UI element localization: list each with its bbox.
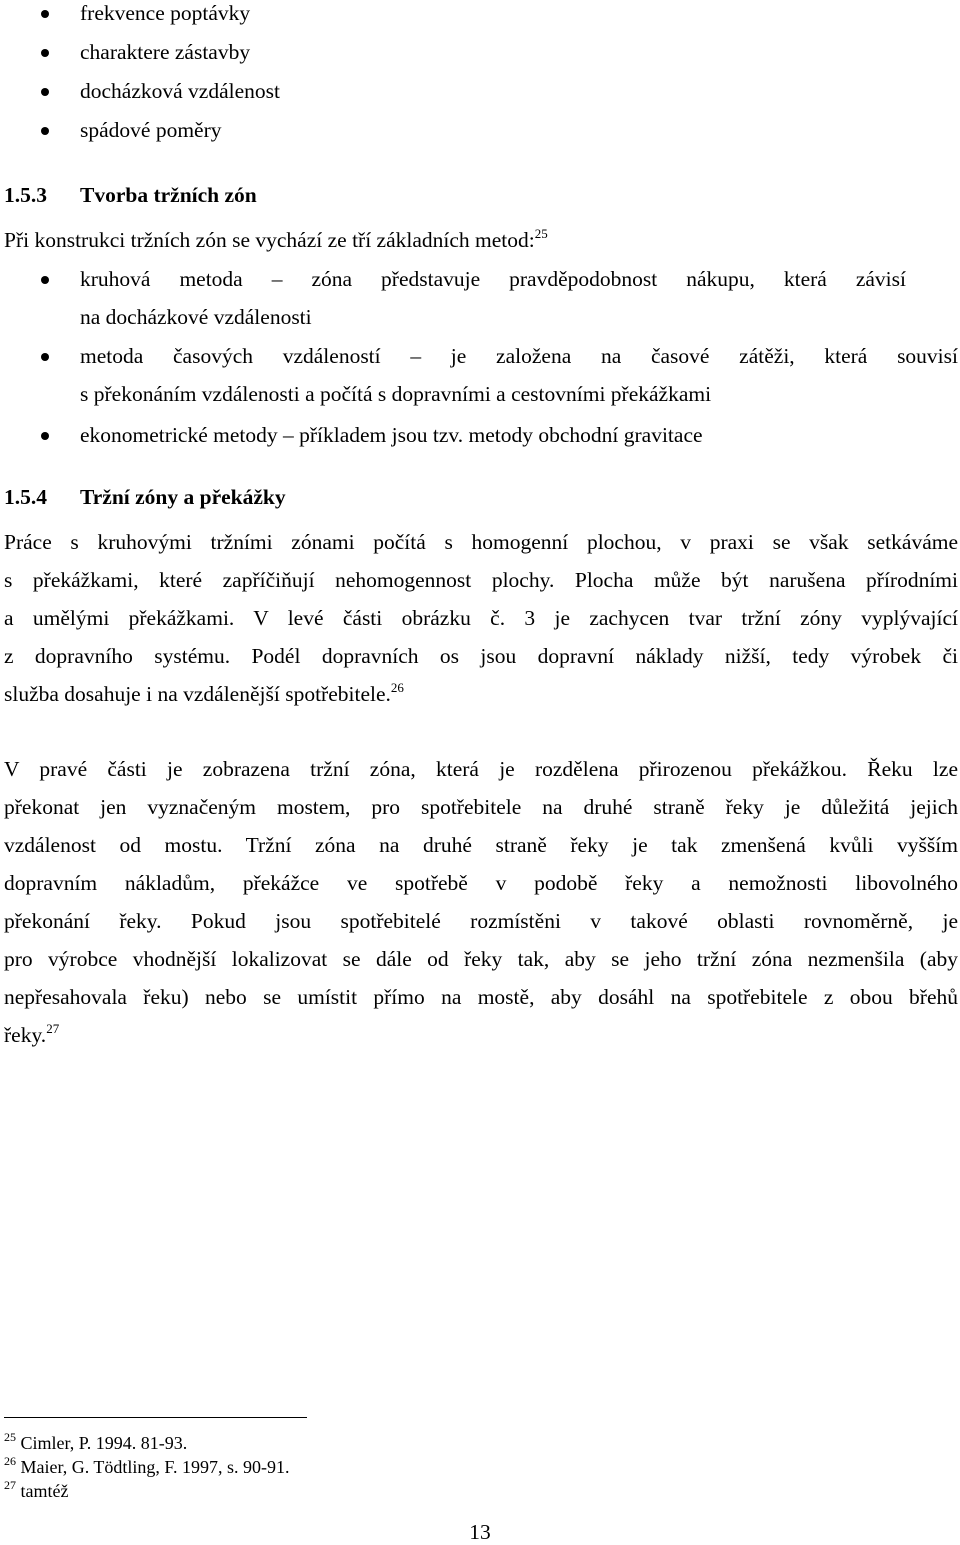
list-item-continuation: s překonáním vzdálenosti a počítá s dopravními a cestovními překážkami bbox=[80, 382, 712, 406]
paragraph-line: z dopravního systému. Podél dopravních os jsou dopravní náklady nižší, tedy výrobek či bbox=[4, 644, 958, 668]
footnote-number: 27 bbox=[4, 1478, 16, 1492]
section-number: 1.5.4 bbox=[4, 485, 47, 509]
list-item: frekvence poptávky bbox=[80, 1, 251, 25]
bullet-icon bbox=[41, 127, 49, 135]
bullet-icon bbox=[41, 49, 49, 57]
list-item: ekonometrické metody – příkladem jsou tzv. metody obchodní gravitace bbox=[80, 423, 703, 447]
paragraph-line: s překážkami, které zapříčiňují nehomogennost plochy. Plocha může být narušena přírodními bbox=[4, 568, 958, 592]
footnote-text: Maier, G. Tödtling, F. 1997, s. 90-91. bbox=[20, 1457, 290, 1477]
section-heading: Tržní zóny a překážky bbox=[80, 485, 286, 509]
paragraph-line: pro výrobce vhodnější lokalizovat se dále od řeky tak, aby se jeho tržní zóna nezmenšila (aby bbox=[4, 947, 958, 971]
paragraph-line: překonání řeky. Pokud jsou spotřebitelé rozmístěni v takové oblasti rovnoměrně, je bbox=[4, 909, 958, 933]
paragraph-line: nepřesahovala řeku) nebo se umístit přímo na mostě, aby dosáhl na spotřebitele z obou břehů bbox=[4, 985, 958, 1009]
paragraph-line bbox=[4, 1022, 59, 1048]
section-heading: Tvorba tržních zón bbox=[80, 183, 257, 207]
footnote-ref: 25 bbox=[534, 226, 548, 241]
footnote-number: 25 bbox=[4, 1430, 16, 1444]
footnote bbox=[4, 1432, 187, 1454]
paragraph-line bbox=[4, 227, 548, 253]
footnote-number: 26 bbox=[4, 1454, 16, 1468]
bullet-icon bbox=[41, 88, 49, 96]
footnote-ref: 26 bbox=[390, 680, 404, 695]
paragraph-text: služba dosahuje i na vzdálenější spotřebitele. bbox=[4, 682, 391, 706]
footnote bbox=[4, 1456, 290, 1478]
page-number: 13 bbox=[469, 1520, 491, 1544]
intro-text: Při konstrukci tržních zón se vychází ze tří základních metod: bbox=[4, 228, 535, 252]
paragraph-line: Práce s kruhovými tržními zónami počítá s homogenní plochou, v praxi se však setkáváme bbox=[4, 530, 958, 554]
footnote bbox=[4, 1480, 68, 1502]
footnote-text: tamtéž bbox=[20, 1481, 69, 1501]
paragraph-line: vzdálenost od mostu. Tržní zóna na druhé straně řeky je tak zmenšená kvůli vyšším bbox=[4, 833, 958, 857]
footnote-text: Cimler, P. 1994. 81-93. bbox=[20, 1433, 188, 1453]
paragraph-line bbox=[4, 681, 404, 707]
paragraph-text: řeky. bbox=[4, 1023, 47, 1047]
bullet-icon bbox=[41, 353, 49, 361]
list-item: spádové poměry bbox=[80, 118, 222, 142]
footnote-separator bbox=[4, 1417, 307, 1418]
paragraph-line: dopravním nákladům, překážce ve spotřebě v podobě řeky a nemožnosti libovolného bbox=[4, 871, 958, 895]
list-item: metoda časových vzdáleností – je založena na časové zátěži, která souvisí bbox=[80, 344, 958, 368]
list-item-continuation: na docházkové vzdálenosti bbox=[80, 305, 312, 329]
section-number: 1.5.3 bbox=[4, 183, 47, 207]
list-item: docházková vzdálenost bbox=[80, 79, 280, 103]
list-item: charaktere zástavby bbox=[80, 40, 251, 64]
paragraph-line: překonat jen vyznačeným mostem, pro spotřebitele na druhé straně řeky je důležitá jejich bbox=[4, 795, 958, 819]
bullet-icon bbox=[41, 276, 49, 284]
bullet-icon bbox=[41, 432, 49, 440]
bullet-icon bbox=[41, 10, 49, 18]
list-item: kruhová metoda – zóna představuje pravděpodobnost nákupu, která závisí bbox=[80, 267, 906, 291]
paragraph-line: a umělými překážkami. V levé části obrázku č. 3 je zachycen tvar tržní zóny vyplývající bbox=[4, 606, 958, 630]
paragraph-line: V pravé části je zobrazena tržní zóna, která je rozdělena přirozenou překážkou. Řeku lze bbox=[4, 757, 958, 781]
footnote-ref: 27 bbox=[46, 1021, 60, 1036]
